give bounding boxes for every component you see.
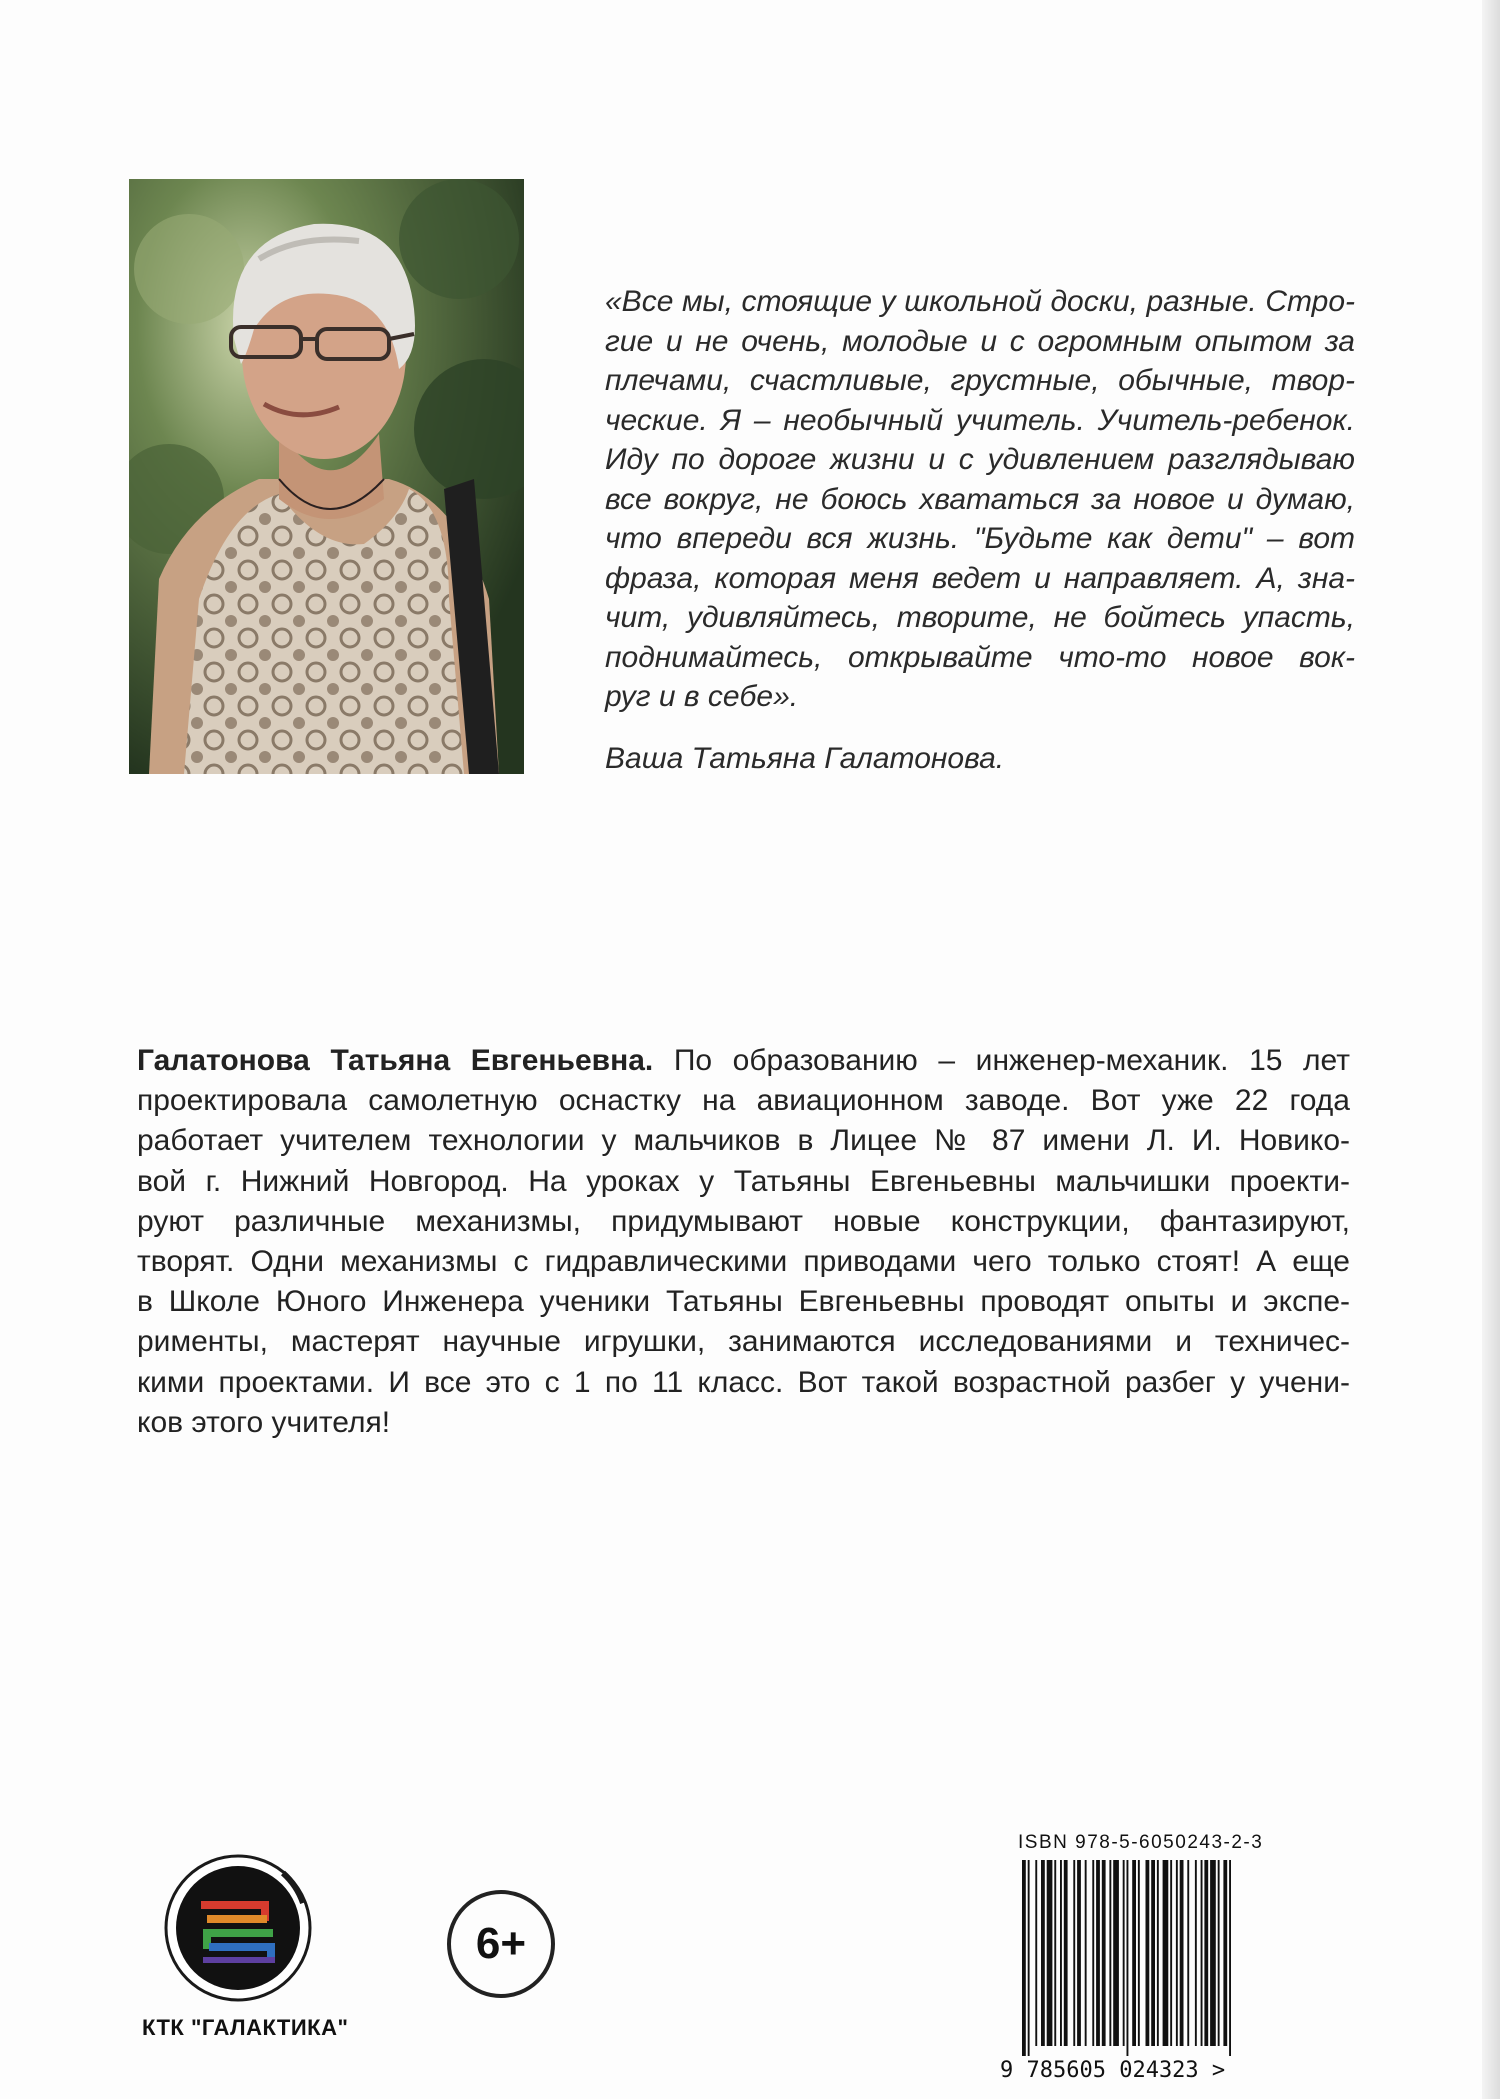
barcode-number: 9 785605 024323 > bbox=[1000, 2058, 1226, 2083]
quote-line: чит, удивляйтесь, творите, не бойтесь упасть, bbox=[605, 601, 1355, 634]
bio-line: в Школе Юного Инженера ученики Татьяны Евгеньевны проводят опыты и экспе- bbox=[137, 1285, 1350, 1319]
bio-text: По образованию – инженер-механик. 15 лет bbox=[653, 1044, 1350, 1077]
quote-line: что впереди вся жизнь. "Будьте как дети" – вот bbox=[605, 522, 1355, 555]
bio-line: ков этого учителя! bbox=[137, 1405, 391, 1439]
quote-line: «Все мы, стоящие у школьной доски, разные. Стро- bbox=[605, 285, 1355, 318]
bio-line: работает учителем технологии у мальчиков в Лицее № 87 имени Л. И. Новико- bbox=[137, 1124, 1350, 1158]
isbn-label: ISBN 978-5-6050243-2-3 bbox=[1018, 1832, 1264, 1853]
author-bio bbox=[137, 1041, 1350, 1443]
bio-line: проектировала самолетную оснастку на авиационном заводе. Вот уже 22 года bbox=[137, 1084, 1350, 1118]
publisher-name: КТК "ГАЛАКТИКА" bbox=[142, 2015, 349, 2040]
quote-line: фраза, которая меня ведет и направляет. А, зна- bbox=[605, 561, 1355, 595]
bio-line: рименты, мастерят научные игрушки, занимаются исследованиями и техничес- bbox=[137, 1325, 1350, 1359]
quote-line: плечами, счастливые, грустные, обычные, твор- bbox=[605, 364, 1355, 397]
publisher-logo-icon bbox=[163, 1853, 313, 2003]
bio-line bbox=[137, 1041, 1350, 1081]
author-quote bbox=[605, 282, 1355, 717]
quote-line: Иду по дороге жизни и с удивлением разглядываю bbox=[605, 443, 1355, 476]
bio-line: руют различные механизмы, придумывают новые конструкции, фантазируют, bbox=[137, 1204, 1350, 1238]
bio-line: кими проектами. И все это с 1 по 11 класс. Вот такой возрастной разбег у учени- bbox=[137, 1365, 1350, 1399]
age-rating-badge: 6+ bbox=[447, 1890, 555, 1998]
quote-line: гие и не очень, молодые и с огромным опытом за bbox=[605, 324, 1355, 358]
bio-line: вой г. Нижний Новгород. На уроках у Татьяны Евгеньевны мальчишки проекти- bbox=[137, 1164, 1350, 1198]
quote-line: все вокруг, не боюсь хвататься за новое и думаю, bbox=[605, 482, 1355, 516]
barcode-icon bbox=[1018, 1860, 1298, 2056]
author-name: Галатонова Татьяна Евгеньевна. bbox=[137, 1044, 654, 1077]
bio-line: творят. Одни механизмы с гидравлическими приводами чего только стоят! А еще bbox=[137, 1245, 1350, 1279]
quote-line: ческие. Я – необычный учитель. Учитель-ребенок. bbox=[605, 403, 1355, 437]
quote-line: руг и в себе». bbox=[605, 680, 799, 713]
quote-signature: Ваша Татьяна Галатонова. bbox=[605, 742, 1005, 775]
quote-line: поднимайтесь, открывайте что-то новое вок- bbox=[605, 640, 1355, 674]
author-photo bbox=[129, 179, 524, 774]
cover-edge bbox=[1482, 0, 1500, 2099]
